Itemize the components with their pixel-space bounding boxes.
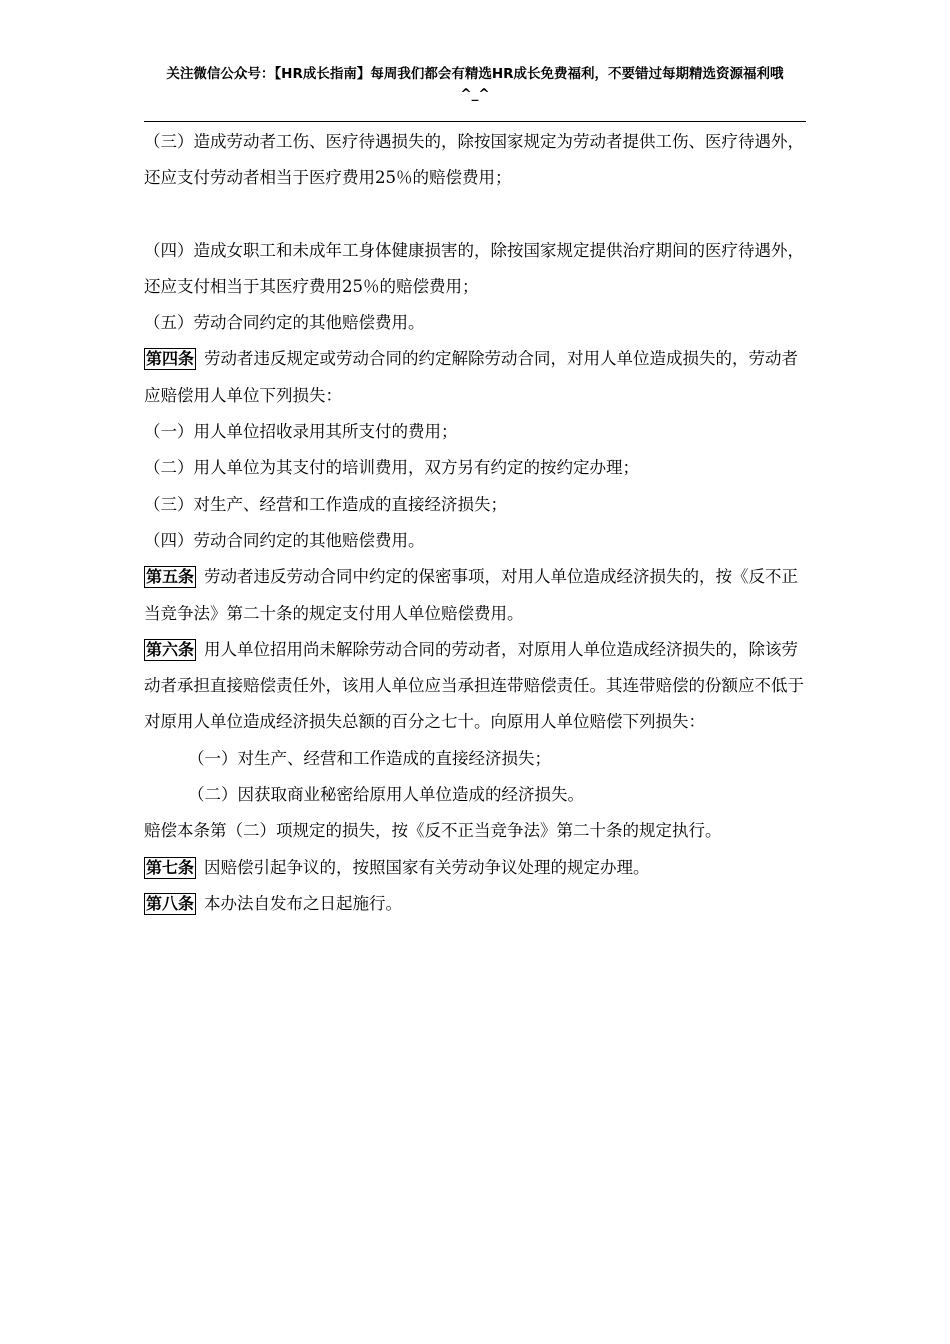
- article-5-text: 劳动者违反劳动合同中约定的保密事项，对用人单位造成经济损失的，按《反不正当竞争法》第二十条的规定支付用人单位赔偿费用。: [144, 567, 799, 623]
- article-4-item-1: （一）用人单位招收录用其所支付的费用；: [144, 422, 458, 442]
- article-7-text: 因赔偿引起争议的，按照国家有关劳动争议处理的规定办理。: [204, 857, 650, 877]
- article-6-label: 第六条: [146, 639, 195, 659]
- article-4-text: 劳动者违反规定或劳动合同的约定解除劳动合同，对用人单位造成损失的，劳动者应赔偿用人单位下列损失：: [144, 349, 799, 405]
- article-4-item-2: （二）用人单位为其支付的培训费用，双方另有约定的按约定办理；: [144, 458, 639, 478]
- blank-line: [144, 197, 806, 233]
- article-4: [144, 341, 806, 414]
- article-6-text: 用人单位招用尚未解除劳动合同的劳动者，对原用人单位造成经济损失的，除该劳动者承担直接赔偿责任外，该用人单位应当承担连带赔偿责任。其连带赔偿的份额应不低于对原用人单位造成经济损失总额的百分之七十。向原用人单位赔偿下列损失：: [144, 639, 804, 732]
- article-7-label: 第七条: [146, 857, 195, 877]
- article-5-label: 第五条: [146, 567, 195, 587]
- document-body: [144, 124, 806, 922]
- article-5: [144, 559, 806, 632]
- article-7: [144, 850, 806, 886]
- article-6-item-2: （二）因获取商业秘密给原用人单位造成的经济损失。: [188, 785, 584, 805]
- article-6-item-1: （一）对生产、经营和工作造成的直接经济损失；: [188, 748, 551, 768]
- article-4-item-3: （三）对生产、经营和工作造成的直接经济损失；: [144, 494, 507, 514]
- article-4-item-4: （四）劳动合同约定的其他赔偿费用。: [144, 530, 425, 550]
- article-6: [144, 632, 806, 741]
- header-line-2: ^_^: [460, 86, 490, 102]
- clause-3-5: （五）劳动合同约定的其他赔偿费用。: [144, 313, 425, 333]
- header-line-1: 关注微信公众号：【HR成长指南】每周我们都会有精选HR成长免费福利，不要错过每期精选资源福利哦: [166, 66, 784, 82]
- article-4-label: 第四条: [146, 349, 195, 369]
- clause-3-4: （四）造成女职工和未成年工身体健康损害的，除按国家规定提供治疗期间的医疗待遇外，还应支付相当于其医疗费用25％的赔偿费用；: [144, 240, 804, 296]
- page-header: [144, 64, 806, 104]
- article-6-note: 赔偿本条第（二）项规定的损失，按《反不正当竞争法》第二十条的规定执行。: [144, 821, 722, 841]
- article-8-text: 本办法自发布之日起施行。: [204, 893, 403, 913]
- article-8: [144, 886, 806, 922]
- header-divider: [144, 121, 806, 122]
- article-8-label: 第八条: [146, 893, 195, 913]
- clause-3-3: （三）造成劳动者工伤、医疗待遇损失的，除按国家规定为劳动者提供工伤、医疗待遇外，还应支付劳动者相当于医疗费用25％的赔偿费用；: [144, 132, 804, 188]
